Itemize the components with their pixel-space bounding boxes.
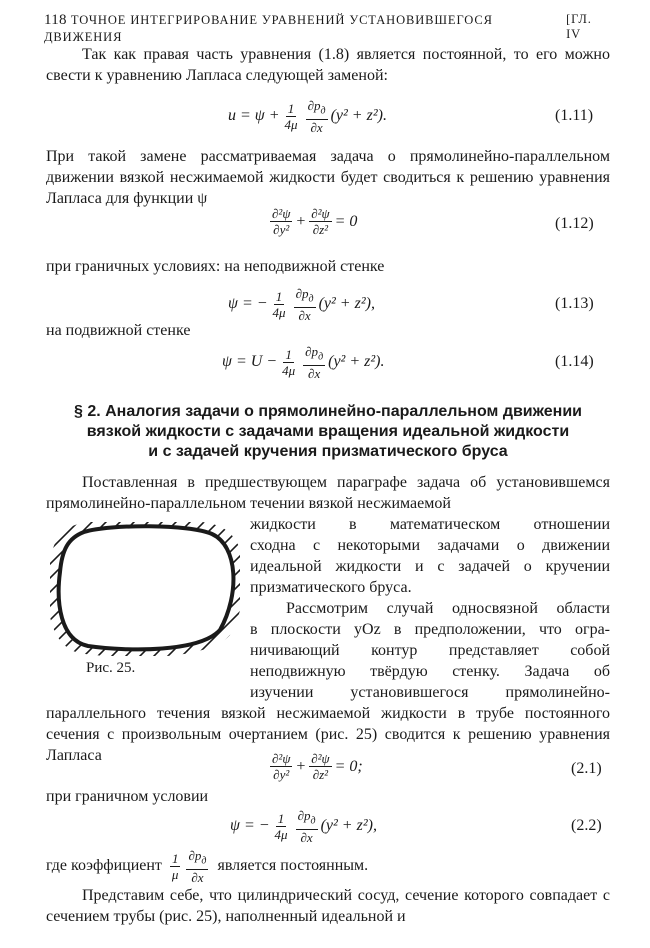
subscript: д — [320, 105, 326, 117]
paragraph-4: на подвижной стенке — [46, 322, 191, 339]
section-heading-line-1: § 2. Аналогия задачи о прямолинейно-параллельном движении — [73, 403, 583, 420]
plus-sign: + — [295, 757, 307, 775]
running-title: ТОЧНОЕ ИНТЕГРИРОВАНИЕ УРАВНЕНИЙ УСТАНОВИВШЕГОСЯ ДВИЖЕНИЯ — [44, 13, 493, 44]
fraction-num — [306, 98, 328, 120]
plus-sign: + — [295, 212, 307, 230]
equation-1-11 — [228, 98, 387, 135]
equation-number-1-13: (1.13) — [555, 295, 594, 312]
side-line: Рассмотрим случай односвязной области — [286, 600, 610, 617]
equation-1-14 — [222, 344, 385, 381]
side-line: идеальной жидкости и с задачей о кручении — [250, 558, 610, 575]
fraction-num: ∂²ψ — [311, 206, 330, 221]
p8-after: является постоянным. — [217, 857, 369, 875]
fraction — [296, 808, 318, 845]
fraction-num — [296, 808, 318, 830]
fraction — [271, 289, 288, 320]
eq-rhs: (y² + z²), — [318, 295, 375, 313]
eq-lhs: u = ψ + — [228, 107, 280, 125]
chapter-label: [ГЛ. IV — [566, 12, 592, 41]
paragraph-5: Поставленная в предшествующем параграфе задача об установившемся прямолинейно-параллельном течении вязкой несжимаемой — [46, 474, 610, 512]
partial-p: ∂p — [305, 344, 319, 359]
pipe-contour — [59, 526, 234, 649]
paragraph-3: при граничных условиях: на неподвижной стенке — [46, 258, 385, 275]
side-line: изучении установившегося прямолинейно- — [250, 684, 610, 701]
subscript: д — [310, 815, 316, 827]
fraction-den: ∂x — [191, 869, 204, 885]
fraction-num: ∂²ψ — [272, 206, 291, 221]
partial-p: ∂p — [307, 98, 321, 113]
fraction — [294, 286, 316, 323]
fraction-num: 1 — [277, 810, 285, 826]
figure-caption: Рис. 25. — [86, 660, 136, 676]
fraction-num — [294, 286, 316, 308]
fraction-num: 1 — [275, 288, 283, 304]
equation-number-1-14: (1.14) — [555, 353, 594, 370]
eq-rhs: = 0 — [334, 212, 358, 230]
fraction-den: ∂x — [298, 307, 311, 323]
equation-number-1-11: (1.11) — [555, 107, 594, 124]
equation-2-1 — [267, 751, 363, 782]
section-heading-line-3: и с задачей кручения призматического бруса — [148, 443, 508, 460]
section-heading-line-2: вязкой жидкости с задачами вращения идеальной жидкости — [86, 423, 570, 440]
paragraph-9: Представим себе, что цилиндрический сосуд, сечение которого совпадает с сечением трубы (рис. 25), наполненный идеальной и — [46, 887, 610, 925]
paragraph-7: при граничном условии — [46, 788, 209, 805]
fraction-den: ∂y² — [273, 222, 290, 237]
page-header — [44, 12, 610, 46]
fraction-den: ∂z² — [312, 222, 329, 237]
fraction-num: ∂²ψ — [272, 751, 291, 766]
fraction-den: 4μ — [272, 304, 286, 320]
partial-p: ∂p — [188, 848, 202, 863]
side-line: ничивающий контур представляет собой — [250, 642, 610, 659]
paragraph-2: При такой замене рассматриваемая задача о прямолинейно-параллельном движении вязкой несжимаемой жидкости будет сводиться к решению уравнения Лапласа для функции ψ — [46, 148, 610, 207]
partial-p: ∂p — [297, 808, 311, 823]
equation-number-2-2: (2.2) — [571, 817, 602, 834]
page-number: 118 — [44, 12, 67, 28]
eq-lhs: ψ = U − — [222, 353, 278, 371]
fraction — [273, 811, 290, 842]
side-line: жидкости в математическом отношении — [250, 516, 610, 533]
fraction — [283, 101, 300, 132]
fraction-den: ∂x — [310, 119, 323, 135]
fraction-den: ∂z² — [312, 767, 329, 782]
fraction-num: 1 — [171, 850, 179, 866]
eq-lhs: ψ = − — [228, 295, 268, 313]
paragraph-6-rest: параллельного течения вязкой несжимаемой жидкости в трубе постоянного сечения с произвольным очертанием (рис. 25) сводится к решению уравнения Лапласа — [46, 705, 610, 764]
fraction-den: ∂x — [300, 829, 313, 845]
fraction — [270, 751, 292, 782]
side-text — [250, 514, 610, 703]
fraction-den: 4μ — [284, 116, 298, 132]
fraction-den: ∂x — [308, 365, 321, 381]
fraction-den: ∂y² — [273, 767, 290, 782]
subscript: д — [318, 351, 324, 363]
side-line: неподвижную твёрдую стенку. Задача об — [250, 663, 610, 680]
fraction — [186, 848, 208, 885]
fraction-num: ∂²ψ — [311, 751, 330, 766]
fraction — [303, 344, 325, 381]
eq-rhs: (y² + z²). — [330, 107, 387, 125]
fraction-den: 4μ — [282, 362, 296, 378]
fraction-num — [186, 848, 208, 870]
subscript: д — [201, 855, 207, 867]
equation-1-13 — [228, 286, 375, 323]
side-line: призматического бруса. — [250, 579, 412, 596]
fraction-num — [303, 344, 325, 366]
subscript: д — [308, 293, 314, 305]
fraction-num: 1 — [285, 346, 292, 362]
eq-rhs: = 0; — [334, 757, 363, 775]
fraction — [306, 98, 328, 135]
equation-number-1-12: (1.12) — [555, 215, 594, 232]
side-line: в плоскости yOz в предположении, что огра- — [250, 621, 610, 638]
eq-rhs: (y² + z²), — [320, 817, 377, 835]
eq-lhs: ψ = − — [230, 817, 270, 835]
eq-rhs: (y² + z²). — [328, 353, 385, 371]
section-heading — [46, 402, 610, 462]
side-line: сходна с некоторыми задачами о движении — [250, 537, 610, 554]
figure-25-pipe-section — [50, 522, 240, 656]
fraction — [170, 851, 181, 882]
paragraph-8 — [46, 848, 368, 885]
fraction — [309, 206, 331, 237]
paragraph-1: Так как правая часть уравнения (1.8) является постоянной, то его можно свести к уравнению Лапласа следующей заменой: — [46, 46, 610, 84]
p8-before: где коэффициент — [46, 857, 162, 875]
partial-p: ∂p — [295, 286, 309, 301]
equation-2-2 — [230, 808, 377, 845]
fraction-num: 1 — [287, 100, 295, 116]
fraction-den: μ — [171, 866, 179, 882]
fraction — [270, 206, 292, 237]
equation-number-2-1: (2.1) — [571, 760, 602, 777]
fraction — [280, 347, 297, 378]
fraction-den: 4μ — [274, 826, 288, 842]
equation-1-12 — [267, 206, 357, 237]
fraction — [309, 751, 331, 782]
